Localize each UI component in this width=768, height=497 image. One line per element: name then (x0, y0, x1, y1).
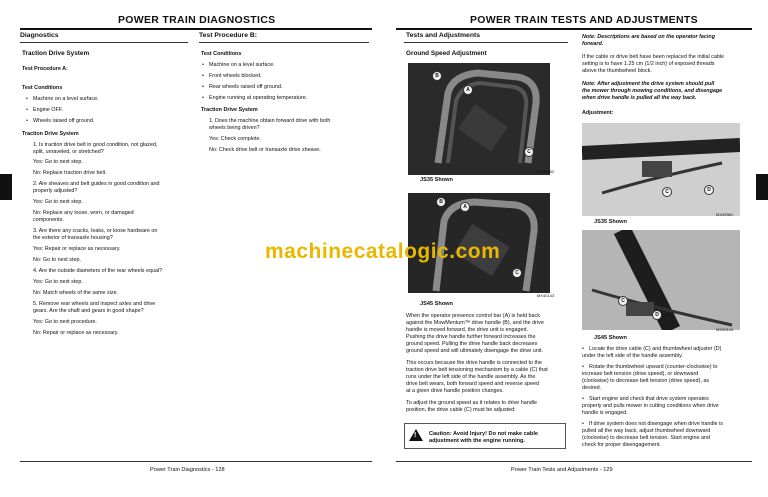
text-line: No: Replace any loose, worn, or damaged (33, 210, 134, 216)
list-item: • Engine OFF. (33, 107, 63, 114)
list-item: • If drive system does not disengage when drive handle is (589, 421, 723, 428)
text-line: No: Match wheels of the same size. (33, 290, 119, 296)
callout-c: C (618, 296, 628, 306)
text-line: gears. Are the shaft and gears in good shape? (33, 308, 144, 314)
thumb-tab-right (756, 174, 768, 200)
figure-label: JS35 Shown (594, 219, 627, 225)
cable-photo-graphic (582, 123, 740, 216)
section-header-procedure-b: Test Procedure B: (199, 32, 258, 39)
caution-text: Caution: Avoid Injury! Do not make cable adjustment with the engine running. (429, 431, 538, 444)
warning-symbol: ! (414, 432, 417, 439)
footer-rule (20, 461, 372, 462)
column-rule (20, 42, 188, 43)
thumb-tab-left (0, 174, 12, 200)
test-conditions-label: Test Conditions (201, 51, 242, 57)
text-line: 5. Remove rear wheels and inspect axles and drive (33, 301, 156, 307)
callout-a: A (460, 202, 470, 212)
section-header: Tests and Adjustments (406, 32, 481, 39)
footer-rule (396, 461, 752, 462)
callout-c: C (524, 147, 534, 157)
callout-b: B (432, 71, 442, 81)
subheading-ground-speed: Ground Speed Adjustment (406, 50, 487, 57)
text-line: runs under the left side of the handle assembly. As the (406, 374, 536, 380)
note-text: when drive handle is pulled all the way back. (582, 95, 697, 101)
text-line: 2. Are sheaves and belt guides in good condition and (33, 181, 160, 187)
heading-traction-drive: Traction Drive System (22, 50, 90, 57)
text-line: 1. Does the machine obtain forward drive with both (209, 118, 331, 124)
handle-photo-graphic (408, 63, 550, 175)
test-conditions-label: Test Conditions (22, 85, 63, 91)
list-item: • Machine on a level surface. (33, 96, 99, 103)
title-rule (20, 28, 372, 30)
text-line: position, the drive cable (C) must be adjusted: (406, 407, 516, 413)
figure-code: MX39952 (537, 169, 555, 174)
list-item: • Machine on a level surface. (209, 62, 275, 69)
text-line: pulled all the way back, adjust thumbwheel downward (582, 428, 711, 434)
text-line: No: Replace traction drive belt. (33, 170, 107, 176)
figure-js45-cable (582, 230, 740, 330)
page-title: POWER TRAIN DIAGNOSTICS (118, 14, 276, 26)
note-text: the mower through mowing conditions, and disengage (582, 88, 723, 94)
text-line: No: Check drive belt or transaxle drive sheave. (209, 147, 321, 153)
figure-code: MX39961 (716, 212, 734, 217)
text-line: handle is engaged. (582, 410, 628, 416)
page-title: POWER TRAIN TESTS AND ADJUSTMENTS (470, 14, 698, 26)
text-line: Yes: Go to next step. (33, 159, 83, 165)
callout-b: B (436, 197, 446, 207)
traction-drive-system-label: Traction Drive System (201, 107, 258, 113)
text-line: Yes: Go to next procedure. (33, 319, 97, 325)
figure-code: MX40144 (716, 327, 734, 332)
text-line: desired. (582, 385, 602, 391)
list-item: • Rear wheels raised off ground. (209, 84, 282, 91)
traction-drive-system-label: Traction Drive System (22, 131, 79, 137)
list-item: • Rotate the thumbwheel upward (counter-clockwise) to (589, 364, 718, 371)
text-line: drive belt wears, both forward speed and reverse speed (406, 381, 540, 387)
list-item: • Front wheels blocked. (209, 73, 261, 80)
text-line: When the operator presence control bar (A) is held back (406, 313, 540, 319)
procedure-a-label: Test Procedure A: (22, 66, 68, 72)
callout-d: D (704, 185, 714, 195)
list-item: • Wheels raised off ground. (33, 118, 94, 125)
text-line: increase belt tension (drive speed), or downward (582, 371, 699, 377)
figure-js35-handle (408, 63, 550, 175)
column-rule (404, 42, 568, 43)
column-rule (199, 42, 369, 43)
page-footer: Power Train Diagnostics - 128 (150, 467, 225, 473)
text-line: components. (33, 217, 64, 223)
figure-code: MX40143 (537, 293, 555, 298)
title-rule (396, 28, 752, 30)
text-line: properly adjusted? (33, 188, 78, 194)
text-line: above the thumbwheel block. (582, 68, 652, 74)
text-line: the exterior of transaxle housing? (33, 235, 113, 241)
text-line: (clockwise) to decrease belt tension (drive speed), as (582, 378, 710, 384)
text-line: Yes: Go to next step. (33, 199, 83, 205)
watermark: machinecatalogic.com (265, 240, 501, 263)
text-line: 4. Are the outside diameters of the rear wheels equal? (33, 268, 163, 274)
text-line: properly and pulls mower in cutting conditions when drive (582, 403, 719, 409)
text-line: check for proper disengagement. (582, 442, 661, 448)
text-line: To adjust the ground speed as it relates to drive handle (406, 400, 537, 406)
list-item: • Start engine and check that drive system operates (589, 396, 709, 403)
list-item: • Engine running at operating temperature. (209, 95, 307, 102)
callout-c: C (662, 187, 672, 197)
adjustment-label: Adjustment: (582, 110, 614, 116)
text-line: (clockwise) to decrease belt tension. Start engine and (582, 435, 710, 441)
note-text: Note: Descriptions are based on the operator facing (582, 34, 715, 40)
warning-icon (409, 429, 423, 441)
list-item: • Locate the drive cable (C) and thumbwheel adjuster (D) (589, 346, 721, 353)
text-line: traction drive belt tensioning mechanism by a cable (C) that (406, 367, 548, 373)
figure-label: JS35 Shown (420, 177, 453, 183)
text-line: Yes: Check complete. (209, 136, 261, 142)
text-line: split, unraveled, or stretched? (33, 149, 104, 155)
text-line: 3. Are there any cracks, leaks, or loose hardware on (33, 228, 158, 234)
callout-c: C (512, 268, 522, 278)
text-line: No: Repair or replace as necessary. (33, 330, 119, 336)
text-line: ground speed and will ultimately disengage the drive unit. (406, 348, 543, 354)
text-line: against the MowMentum™ drive handle (B), and the drive (406, 320, 544, 326)
section-header: Diagnostics (20, 32, 59, 39)
callout-a: A (463, 85, 473, 95)
note-text: forward. (582, 41, 604, 47)
text-line: Yes: Go to next step. (33, 279, 83, 285)
text-line: Pushing the drive handle further forward increases the (406, 334, 536, 340)
page-footer: Power Train Tests and Adjustments - 129 (511, 467, 613, 473)
text-line: at a given drive handle position changes. (406, 388, 504, 394)
text-line: under the left side of the handle assembly. (582, 353, 683, 359)
callout-d: D (652, 310, 662, 320)
figure-label: JS45 Shown (420, 301, 453, 307)
figure-label: JS45 Shown (594, 335, 627, 341)
text-line: This occurs because the drive handle is connected to the (406, 360, 543, 366)
text-line: wheels being driven? (209, 125, 260, 131)
text-line: handle is moved forward, the drive unit is engaged. (406, 327, 528, 333)
text-line: If the cable or drive belt have been replaced the initial cable (582, 54, 725, 60)
text-line: No: Go to next step. (33, 257, 81, 263)
text-line: Yes: Repair or replace as necessary. (33, 246, 121, 252)
text-line: 1. Is traction drive belt in good condition, not glazed, (33, 142, 158, 148)
text-line: setting is to have 1.25 cm (1/2 inch) of exposed threads (582, 61, 715, 67)
figure-js35-cable (582, 123, 740, 216)
caution-box (404, 423, 566, 449)
note-text: Note: After adjustment the drive system should pull (582, 81, 715, 87)
text-line: ground speed. Pulling the drive handle back decreases (406, 341, 538, 347)
